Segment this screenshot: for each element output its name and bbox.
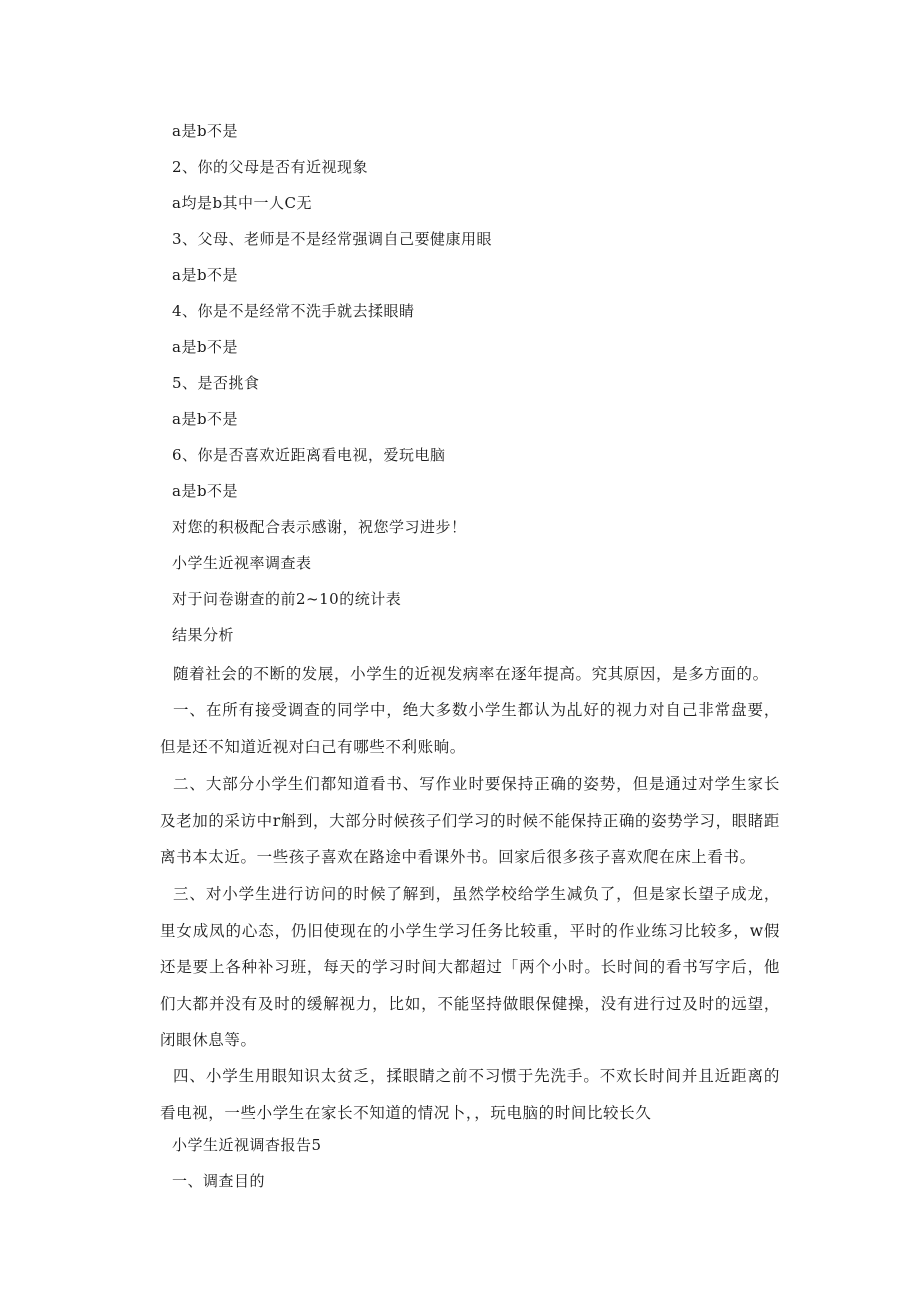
- analysis-point-3: 三、对小学生进行访问的时候了解到，虽然学校给学生减负了，但是家长望子成龙，里女成凤的心态，仍旧使现在的小学生学习任务比较重，平时的作业练习比较多，w假还是要上各种补习班，每天的学习时间大都超过「两个小时。长时间的看书写字后，他们大都并没有及时的缓解视力，比如，不能坚持做眼保健操，没有进行过及时的远望，闭眼休息等。: [160, 885, 780, 1049]
- analysis-intro-paragraph: 随着社会的不断的发展，小学生的近视发病率在逐年提高。究其原因，是多方面的。: [173, 665, 769, 683]
- report-title: 小学生近视调杳报告5: [172, 1136, 322, 1154]
- answer-options-3: a是b不是: [172, 266, 239, 284]
- question-6: 6、你是否喜欢近距离看电视，爱玩电脑: [172, 446, 446, 464]
- question-2: 2、你的父母是否有近视现象: [172, 158, 369, 176]
- answer-options-4: a是b不是: [172, 338, 239, 356]
- question-5: 5、是否挑食: [172, 374, 260, 392]
- analysis-point-4: 四、小学生用眼知识太贫乏，揉眼睛之前不习惯于先洗手。不欢长时间并且近距离的看电视，一些小学生在家长不知道的情况卜，，玩电脑的时间比较长久: [160, 1067, 780, 1122]
- analysis-point-2: 二、大部分小学生们都知道看书、写作业时要保持正确的姿势，但是通过对学生家长及老加的采访中r斛到，大部分时候孩子们学习的时候不能保持正确的姿势学习，眼睹距离书本太近。一些孩子喜欢在路途中看课外书。回家后很多孩子喜欢爬在床上看书。: [160, 775, 780, 866]
- statistics-caption: 对于问卷谢查的前2~10的统计表: [172, 590, 402, 608]
- section-heading-purpose: 一、调查目的: [172, 1172, 266, 1190]
- thank-you-note: 对您的积极配合表示感谢，祝您学习进步！: [172, 518, 467, 536]
- question-4: 4、你是不是经常不洗手就去揉眼睛: [172, 302, 415, 320]
- question-3: 3、父母、老师是不是经常强调自己要健康用眼: [172, 230, 493, 248]
- section-heading-analysis: 结果分析: [172, 626, 235, 644]
- analysis-point-1: 一、在所有接受调查的同学中，绝大多数小学生都认为乩好的视力对自己非常盘要，但是还不知道近视对臼己有哪些不利账晌。: [160, 701, 780, 756]
- answer-options-2: a均是b其中一人C无: [172, 194, 313, 212]
- answer-options-5: a是b不是: [172, 410, 239, 428]
- survey-table-title: 小学生近视率调查表: [172, 554, 312, 572]
- answer-options-6: a是b不是: [172, 482, 239, 500]
- answer-options-1: a是b不是: [172, 122, 239, 140]
